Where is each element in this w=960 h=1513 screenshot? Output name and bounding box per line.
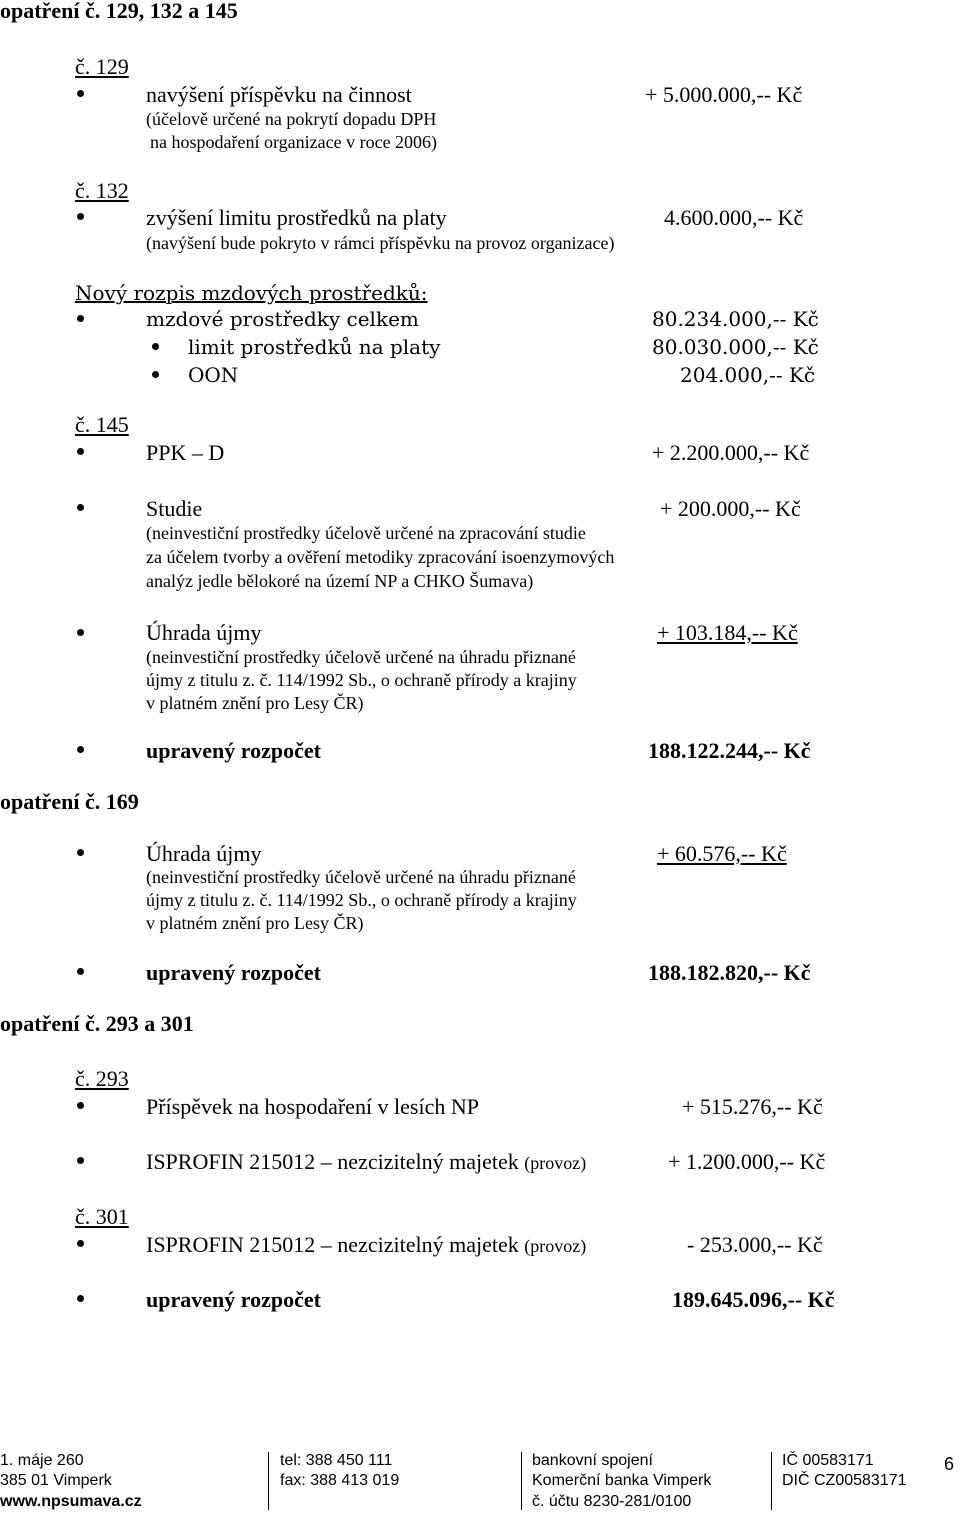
- bullet-icon: [77, 315, 84, 322]
- bullet-icon: [77, 746, 84, 753]
- section-header-129-132-145: opatření č. 129, 132 a 145: [0, 0, 238, 23]
- bullet-icon: [77, 213, 84, 220]
- footer-address-line: 385 01 Vimperk: [0, 1472, 112, 1489]
- bullet-icon: [152, 371, 159, 378]
- measure-label-293: č. 293: [75, 1066, 129, 1091]
- item-label: navýšení příspěvku na činnost: [146, 82, 412, 107]
- item-note: na hospodaření organizace v roce 2006): [150, 132, 438, 152]
- item-note: v platném znění pro Lesy ČR): [146, 693, 364, 713]
- item-label-small: (provoz): [524, 1153, 587, 1173]
- bullet-icon: [77, 1102, 84, 1109]
- bullet-icon: [77, 504, 84, 511]
- measure-label-145: č. 145: [75, 412, 129, 437]
- bullet-icon: [77, 849, 84, 856]
- rozpis-heading: Nový rozpis mzdových prostředků:: [75, 281, 428, 305]
- item-amount: + 5.000.000,-- Kč: [645, 82, 803, 107]
- item-amount: + 103.184,-- Kč: [657, 620, 798, 645]
- bullet-icon: [152, 343, 159, 350]
- section-header-293-301: opatření č. 293 a 301: [0, 1011, 194, 1036]
- item-note: za účelem tvorby a ověření metodiky zpracování isoenzymových: [146, 547, 615, 567]
- rozpis-limit-label: limit prostředků na platy: [188, 335, 441, 359]
- rozpis-total-amount: 80.234.000,-- Kč: [652, 307, 819, 331]
- item-amount: 4.600.000,-- Kč: [664, 205, 804, 230]
- bullet-icon: [77, 968, 84, 975]
- item-amount: - 253.000,-- Kč: [687, 1232, 823, 1257]
- budget-amount: 189.645.096,-- Kč: [672, 1287, 835, 1312]
- footer-dic: DIČ CZ00583171: [782, 1472, 907, 1489]
- item-note: v platném znění pro Lesy ČR): [146, 913, 364, 933]
- measure-label-129: č. 129: [75, 54, 129, 79]
- footer-divider: [521, 1452, 522, 1510]
- measure-label-301: č. 301: [75, 1204, 129, 1229]
- item-label: ISPROFIN 215012 – nezcizitelný majetek (provoz): [146, 1232, 587, 1257]
- item-note: (neinvestiční prostředky účelově určené na zpracování studie: [146, 523, 586, 543]
- footer-address-line: 1. máje 260: [0, 1452, 84, 1469]
- footer-divider: [771, 1452, 772, 1510]
- rozpis-limit-amount: 80.030.000,-- Kč: [652, 335, 819, 359]
- item-label: Příspěvek na hospodaření v lesích NP: [146, 1094, 479, 1119]
- budget-label: upravený rozpočet: [146, 738, 321, 763]
- item-note: (neinvestiční prostředky účelově určené na úhradu přiznané: [146, 867, 576, 887]
- section-header-169: opatření č. 169: [0, 789, 139, 814]
- item-label: Studie: [146, 496, 203, 521]
- footer-divider: [268, 1452, 269, 1510]
- page-number: 6: [944, 1454, 955, 1474]
- item-note: analýz jedle bělokoré na území NP a CHKO Šumava): [146, 571, 534, 591]
- bullet-icon: [77, 1295, 84, 1302]
- item-label: Úhrada újmy: [146, 841, 262, 866]
- footer-fax: fax: 388 413 019: [280, 1472, 400, 1489]
- footer-ic: IČ 00583171: [782, 1452, 874, 1469]
- item-label: ISPROFIN 215012 – nezcizitelný majetek (provoz): [146, 1149, 587, 1174]
- bullet-icon: [77, 448, 84, 455]
- item-amount: + 200.000,-- Kč: [660, 496, 801, 521]
- item-amount: + 60.576,-- Kč: [657, 841, 787, 866]
- bullet-icon: [77, 1240, 84, 1247]
- footer-tel: tel: 388 450 111: [280, 1452, 393, 1469]
- item-note: újmy z titulu z. č. 114/1992 Sb., o ochraně přírody a krajiny: [146, 670, 577, 690]
- bullet-icon: [77, 1157, 84, 1164]
- item-amount: + 515.276,-- Kč: [682, 1094, 823, 1119]
- rozpis-oon-amount: 204.000,-- Kč: [680, 363, 816, 387]
- bullet-icon: [77, 629, 84, 636]
- item-label: PPK – D: [146, 440, 225, 465]
- footer-bank-line: Komerční banka Vimperk: [532, 1472, 712, 1489]
- item-note: újmy z titulu z. č. 114/1992 Sb., o ochraně přírody a krajiny: [146, 890, 577, 910]
- item-label: Úhrada újmy: [146, 620, 262, 645]
- rozpis-total-label: mzdové prostředky celkem: [146, 307, 419, 331]
- item-amount: + 2.200.000,-- Kč: [652, 440, 810, 465]
- bullet-icon: [77, 90, 84, 97]
- budget-amount: 188.182.820,-- Kč: [648, 960, 811, 985]
- item-label: zvýšení limitu prostředků na platy: [146, 205, 447, 230]
- budget-label: upravený rozpočet: [146, 960, 321, 985]
- item-note: (účelově určené na pokrytí dopadu DPH: [146, 109, 437, 129]
- measure-label-132: č. 132: [75, 178, 129, 203]
- footer-bank-line: č. účtu 8230-281/0100: [532, 1493, 692, 1510]
- budget-amount: 188.122.244,-- Kč: [648, 738, 811, 763]
- item-amount: + 1.200.000,-- Kč: [668, 1149, 826, 1174]
- item-note: (neinvestiční prostředky účelově určené na úhradu přiznané: [146, 647, 576, 667]
- footer-bank-line: bankovní spojení: [532, 1452, 653, 1469]
- budget-label: upravený rozpočet: [146, 1287, 321, 1312]
- item-label-small: (provoz): [524, 1236, 587, 1256]
- footer-website[interactable]: www.npsumava.cz: [0, 1493, 142, 1510]
- rozpis-oon-label: OON: [188, 363, 239, 387]
- item-note: (navýšení bude pokryto v rámci příspěvku na provoz organizace): [146, 233, 615, 253]
